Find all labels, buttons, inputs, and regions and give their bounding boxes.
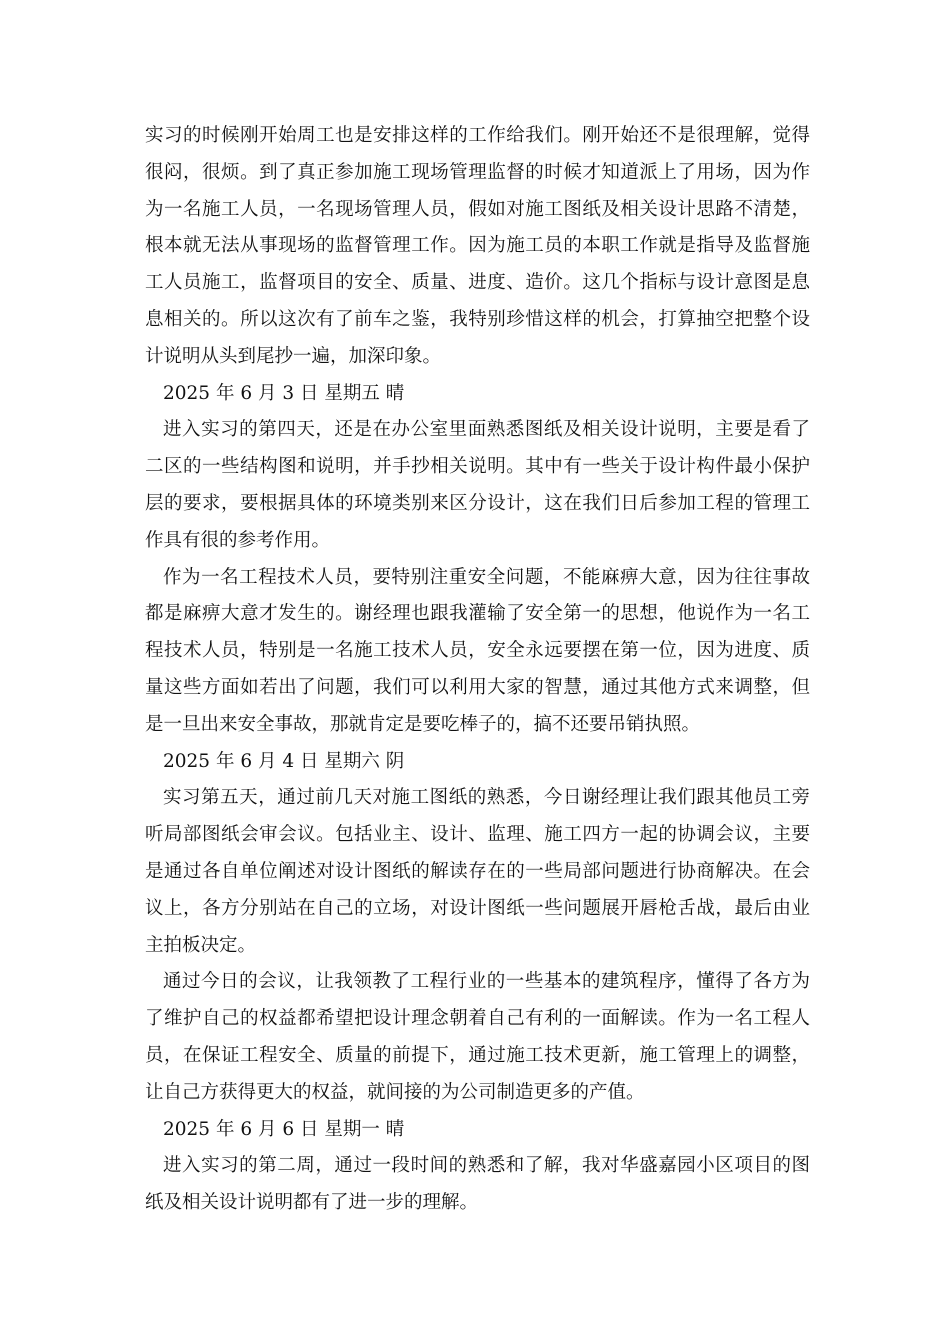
diary-date-june-3: 2025 年 6 月 3 日 星期五 晴 [163,382,405,404]
paragraph-week-two: 进入实习的第二周，通过一段时间的熟悉和了解，我对华盛嘉园小区项目的图纸及相关设计说明都有了进一步的理解。 [145,1155,810,1214]
diary-date-june-6: 2025 年 6 月 6 日 星期一 晴 [163,1118,405,1140]
document-body [145,118,810,1222]
paragraph-safety: 作为一名工程技术人员，要特别注重安全问题，不能麻痹大意，因为往往事故都是麻痹大意才发生的。谢经理也跟我灌输了安全第一的思想，他说作为一名工程技术人员，特别是一名施工技术人员，安全永远要摆在第一位，因为进度、质量这些方面如若出了问题，我们可以利用大家的智慧，通过其他方式来调整，但是一旦出来安全事故，那就肯定是要吃棒子的，搞不还要吊销执照。 [145,566,810,735]
paragraph-day-five: 实习第五天，通过前几天对施工图纸的熟悉，今日谢经理让我们跟其他员工旁听局部图纸会审会议。包括业主、设计、监理、施工四方一起的协调会议，主要是通过各自单位阐述对设计图纸的解读存在的一些局部问题进行协商解决。在会议上，各方分别站在自己的立场，对设计图纸一些问题展开唇枪舌战，最后由业主拍板决定。 [145,787,810,956]
diary-date-june-4: 2025 年 6 月 4 日 星期六 阴 [163,750,405,772]
paragraph-meeting-lessons: 通过今日的会议，让我领教了工程行业的一些基本的建筑程序，懂得了各方为了维护自己的权益都希望把设计理念朝着自己有利的一面解读。作为一名工程人员，在保证工程安全、质量的前提下，通过施工技术更新，施工管理上的调整，让自己方获得更大的权益，就间接的为公司制造更多的产值。 [145,971,810,1103]
paragraph-design-notes: 实习的时候刚开始周工也是安排这样的工作给我们。刚开始还不是很理解，觉得很闷，很烦。到了真正参加施工现场管理监督的时候才知道派上了用场，因为作为一名施工人员，一名现场管理人员，假如对施工图纸及相关设计思路不清楚，根本就无法从事现场的监督管理工作。因为施工员的本职工作就是指导及监督施工人员施工，监督项目的安全、质量、进度、造价。这几个指标与设计意图是息息相关的。所以这次有了前车之鉴，我特别珍惜这样的机会，打算抽空把整个设计说明从头到尾抄一遍，加深印象。 [145,125,810,367]
paragraph-day-four: 进入实习的第四天，还是在办公室里面熟悉图纸及相关设计说明，主要是看了二区的一些结构图和说明，并手抄相关说明。其中有一些关于设计构件最小保护层的要求，要根据具体的环境类别来区分设计，这在我们日后参加工程的管理工作具有很的参考作用。 [145,419,810,551]
